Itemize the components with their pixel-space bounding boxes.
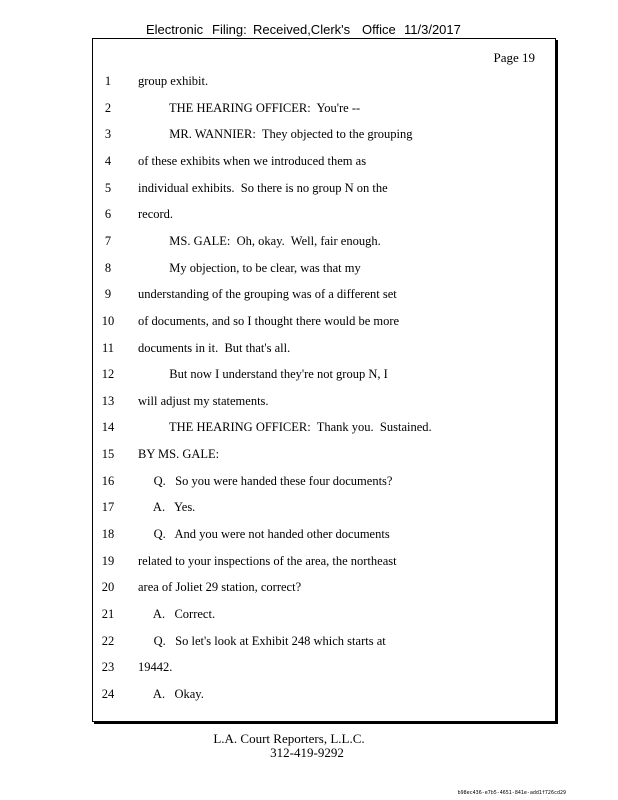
transcript-line [93, 285, 555, 303]
transcript-line [93, 445, 555, 463]
line-number: 5 [104, 180, 112, 195]
transcript-page-frame [92, 38, 556, 722]
line-text: Q. So let's look at Exhibit 248 which starts at [138, 633, 386, 648]
transcript-line [93, 525, 555, 543]
line-text: MR. WANNIER: They objected to the grouping [138, 127, 413, 142]
line-number: 15 [101, 447, 115, 462]
line-number: 11 [101, 340, 115, 355]
line-text: Q. So you were handed these four documents? [138, 473, 393, 488]
transcript-line [93, 578, 555, 596]
line-text: Q. And you were not handed other documents [138, 527, 390, 542]
line-number: 2 [104, 100, 112, 115]
line-text: THE HEARING OFFICER: You're -- [138, 100, 361, 115]
transcript-line [93, 205, 555, 223]
line-text: MS. GALE: Oh, okay. Well, fair enough. [138, 233, 381, 248]
line-number: 14 [101, 420, 115, 435]
line-text: will adjust my statements. [138, 393, 269, 408]
line-text: related to your inspections of the area, the northeast [138, 553, 397, 568]
line-number: 12 [101, 367, 115, 382]
line-number: 23 [101, 660, 115, 675]
line-number: 22 [101, 633, 115, 648]
line-text: 19442. [138, 660, 173, 675]
stamp-received: Received,Clerk's [253, 22, 351, 37]
line-number: 3 [104, 127, 112, 142]
line-text: group exhibit. [138, 74, 209, 88]
line-text: area of Joliet 29 station, correct? [138, 580, 302, 595]
line-number: 20 [101, 580, 115, 595]
line-text: THE HEARING OFFICER: Thank you. Sustained. [138, 420, 432, 435]
transcript-line [93, 418, 555, 436]
line-number: 21 [101, 607, 115, 621]
line-text: individual exhibits. So there is no group N on the [138, 180, 388, 195]
line-text: A. Correct. [138, 607, 216, 621]
transcript-line [93, 472, 555, 490]
transcript-line [93, 125, 555, 143]
line-text: understanding of the grouping was of a different set [138, 287, 397, 302]
line-text: of these exhibits when we introduced them as [138, 153, 367, 168]
line-number: 16 [101, 473, 115, 488]
line-text: A. Yes. [138, 500, 196, 515]
line-number: 9 [104, 287, 112, 302]
line-number: 1 [104, 74, 112, 88]
transcript-line [93, 552, 555, 570]
stamp-date: 11/3/2017 [404, 22, 461, 37]
transcript-line [93, 498, 555, 516]
line-number: 24 [101, 686, 115, 701]
stamp-filing: Filing: [212, 22, 247, 37]
line-number: 13 [101, 393, 115, 408]
footer-company: L.A. Court Reporters, L.L.C. [213, 731, 365, 746]
line-text: of documents, and so I thought there would be more [138, 313, 400, 328]
transcript-line [93, 392, 555, 410]
transcript-line [93, 685, 555, 703]
page-number: Page 19 [493, 50, 535, 65]
line-number: 18 [101, 527, 115, 542]
line-number: 17 [101, 500, 115, 515]
stamp-electronic: Electronic [146, 22, 204, 37]
line-number: 7 [104, 233, 112, 248]
transcript-line [93, 632, 555, 650]
line-number: 10 [101, 313, 115, 328]
transcript-line [93, 99, 555, 117]
filing-stamp [0, 22, 618, 38]
line-text: BY MS. GALE: [138, 447, 220, 462]
line-number: 4 [104, 153, 112, 168]
line-text: record. [138, 207, 174, 222]
stamp-office: Office [362, 22, 396, 37]
transcript-line [93, 658, 555, 676]
transcript-line [93, 312, 555, 330]
line-number: 6 [104, 207, 112, 222]
transcript-line [93, 232, 555, 250]
document-hash: b98ec436-e7b5-4651-841e-add1f726cd29 [457, 790, 566, 796]
transcript-line [93, 152, 555, 170]
line-number: 19 [101, 553, 115, 568]
line-text: But now I understand they're not group N, I [138, 367, 388, 382]
line-number: 8 [104, 260, 112, 275]
line-text: documents in it. But that's all. [138, 340, 291, 355]
footer-phone: 312-419-9292 [270, 745, 344, 760]
transcript-line [93, 259, 555, 277]
line-text: My objection, to be clear, was that my [138, 260, 361, 275]
transcript-line [93, 72, 555, 90]
line-text: A. Okay. [138, 686, 204, 701]
transcript-line [93, 365, 555, 383]
transcript-line [93, 339, 555, 357]
transcript-line [93, 179, 555, 197]
transcript-line [93, 605, 555, 623]
